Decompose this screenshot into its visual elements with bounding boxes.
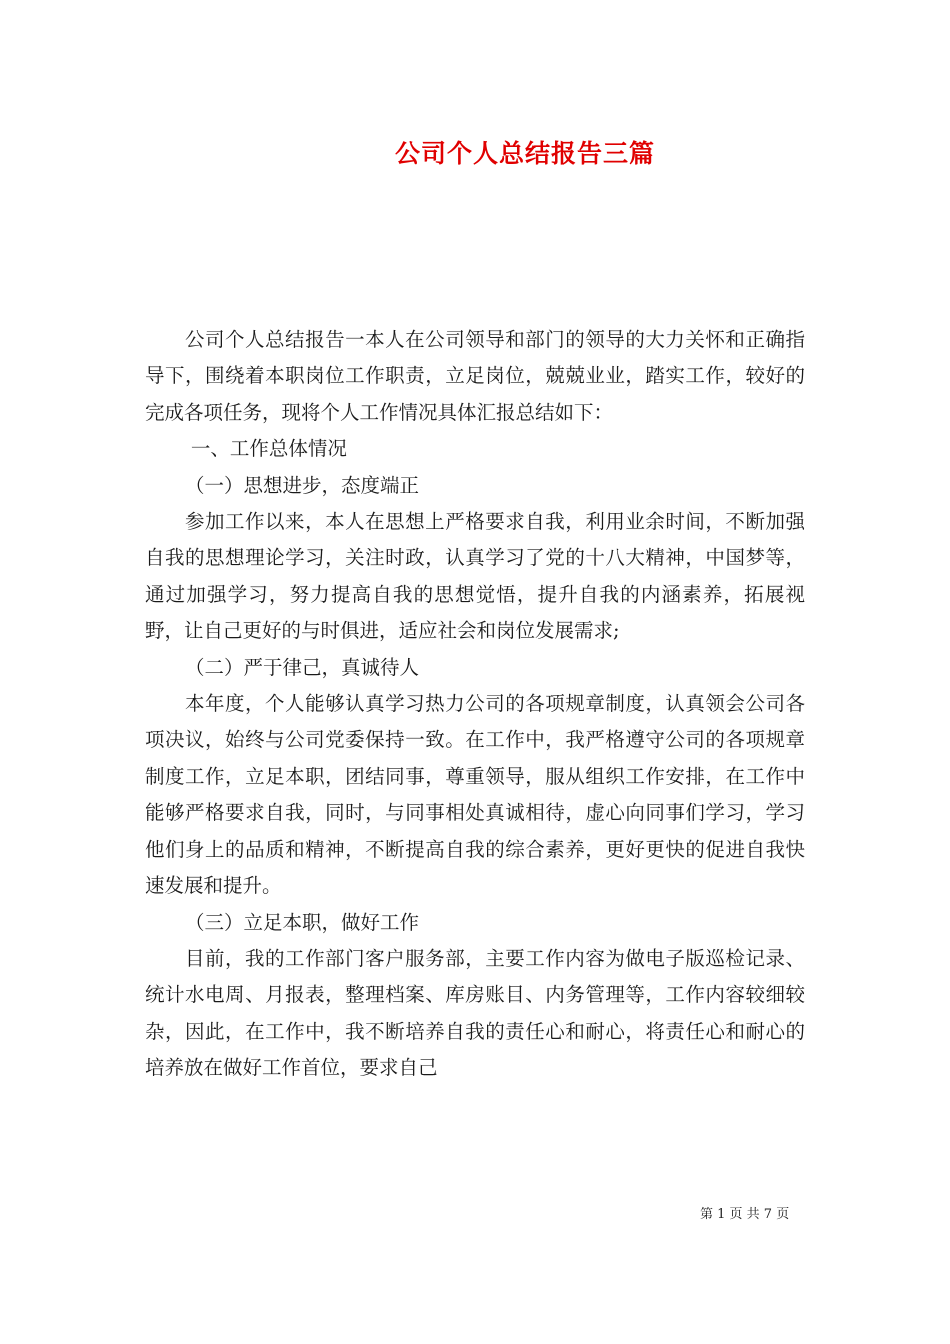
page-number-footer: 第 1 页 共 7 页 [700,1207,790,1222]
subsection-heading-2: （二）严于律己，真诚待人 [184,655,419,679]
body-paragraph-2: 本年度，个人能够认真学习热力公司的各项规章制度，认真领会公司各项决议，始终与公司党委保持一致。在工作中，我严格遵守公司的各项规章制度工作，立足本职，团结同事，尊重领导，服从组织工作安排，在工作中能够严格要求自我，同时，与同事相处真诚相待，虚心向同事们学习，学习他们身上的品质和精神，不断提高自我的综合素养，更好更快的促进自我快速发展和提升。 [145,692,805,898]
subsection-heading-3: （三）立足本职，做好工作 [184,910,419,934]
document-body [145,322,805,1087]
document-title: 公司个人总结报告三篇 [394,139,655,168]
body-paragraph-1: 参加工作以来，本人在思想上严格要求自我，利用业余时间，不断加强自我的思想理论学习，关注时政，认真学习了党的十八大精神，中国梦等，通过加强学习，努力提高自我的思想觉悟，提升自我的内涵素养，拓展视野，让自己更好的与时俱进，适应社会和岗位发展需求; [145,510,805,643]
intro-paragraph: 公司个人总结报告一本人在公司领导和部门的领导的大力关怀和正确指导下，围绕着本职岗位工作职责，立足岗位，兢兢业业，踏实工作，较好的完成各项任务，现将个人工作情况具体汇报总结如下： [145,328,805,424]
subsection-heading-1: （一）思想进步，态度端正 [184,473,419,497]
body-paragraph-3: 目前，我的工作部门客户服务部，主要工作内容为做电子版巡检记录、统计水电周、月报表，整理档案、库房账目、内务管理等，工作内容较细较杂，因此，在工作中，我不断培养自我的责任心和耐心，将责任心和耐心的培养放在做好工作首位，要求自己 [145,946,805,1080]
section-heading-1: 一、工作总体情况 [190,437,347,461]
